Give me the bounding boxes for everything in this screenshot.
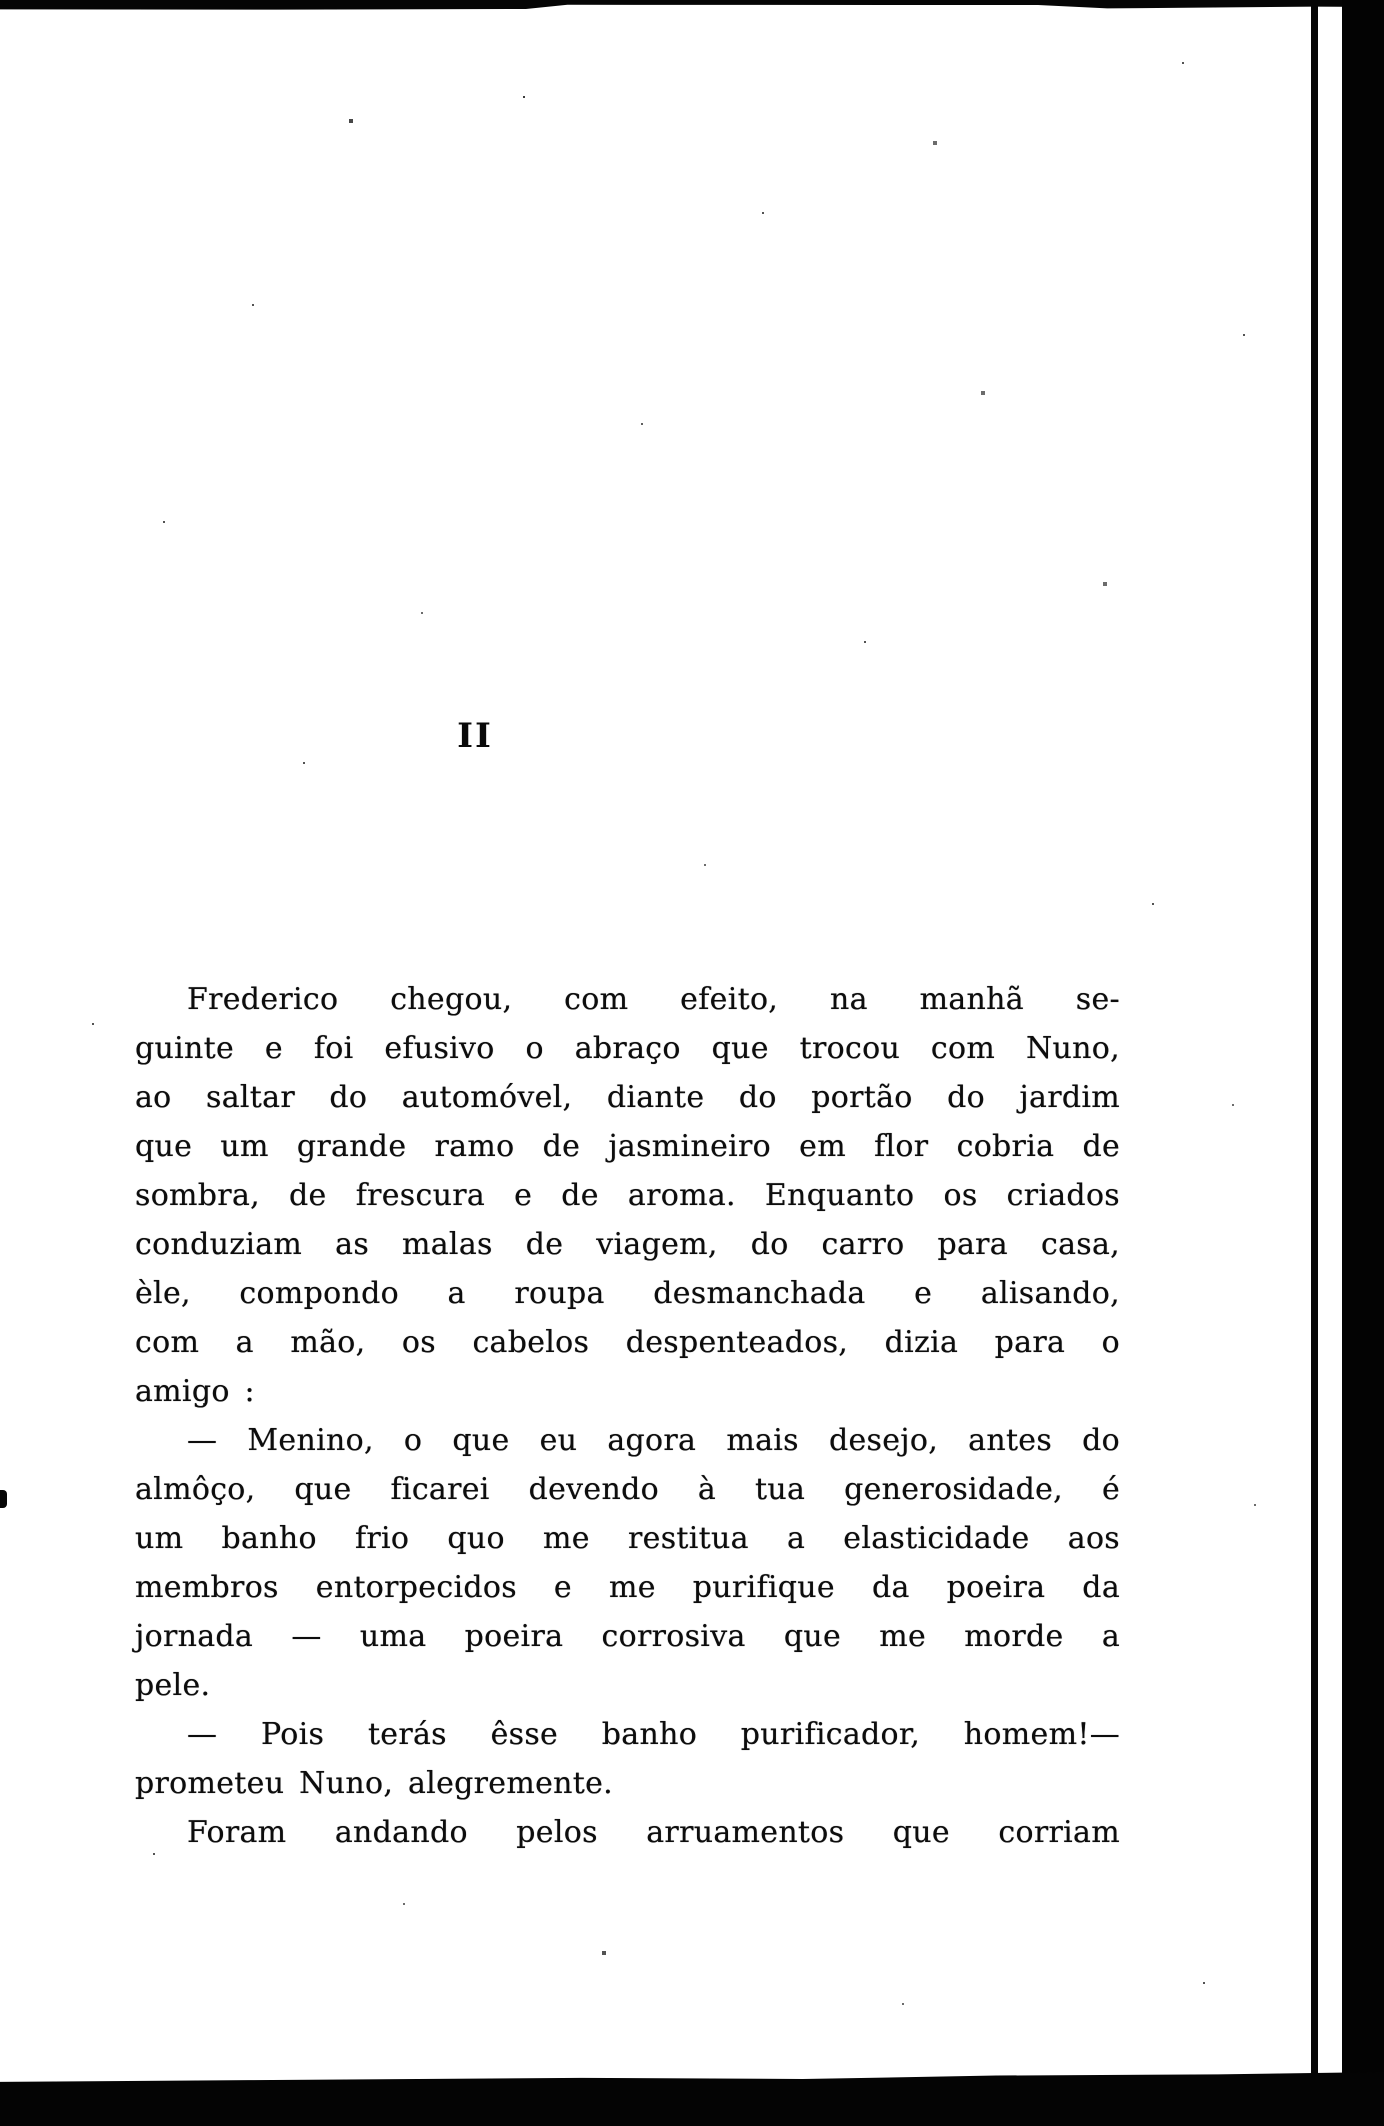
text-line: pele.: [135, 1668, 211, 1703]
text-line: Foram andando pelos arruamentos que corriam: [187, 1815, 1120, 1850]
right-scan-bleed: [1342, 0, 1384, 2126]
left-edge-ink-blob: [0, 1490, 7, 1508]
scan-noise-speckles: [0, 0, 2, 2]
text-line: membros entorpecidos e me purifique da poeira da: [135, 1570, 1120, 1605]
right-margin-rule: [1311, 5, 1318, 2126]
text-line: Frederico chegou, com efeito, na manhã se-: [187, 982, 1120, 1017]
text-line: que um grande ramo de jasmineiro em flor cobria de: [135, 1129, 1120, 1164]
text-line: guinte e foi efusivo o abraço que trocou com Nuno,: [135, 1031, 1120, 1066]
text-line: amigo :: [135, 1374, 255, 1409]
text-line: com a mão, os cabelos despenteados, dizia para o: [135, 1325, 1120, 1360]
text-line: jornada — uma poeira corrosiva que me morde a: [135, 1619, 1120, 1654]
text-line: — Menino, o que eu agora mais desejo, antes do: [187, 1423, 1120, 1458]
bottom-scan-band: [0, 2068, 1384, 2126]
text-line: — Pois terás êsse banho purificador, homem!—: [187, 1717, 1120, 1752]
text-line: ao saltar do automóvel, diante do portão do jardim: [135, 1080, 1120, 1115]
top-scan-border: [0, 0, 1384, 12]
text-line: prometeu Nuno, alegremente.: [135, 1766, 614, 1801]
text-line: um banho frio quo me restitua a elasticidade aos: [135, 1521, 1120, 1556]
text-line: èle, compondo a roupa desmanchada e alisando,: [135, 1276, 1120, 1311]
text-line: conduziam as malas de viagem, do carro para casa,: [135, 1227, 1120, 1262]
body-text-block: [135, 975, 1120, 1857]
text-line: sombra, de frescura e de aroma. Enquanto os criados: [135, 1178, 1120, 1213]
chapter-heading: II: [457, 716, 493, 756]
text-line: almôço, que ficarei devendo à tua generosidade, é: [135, 1472, 1120, 1507]
